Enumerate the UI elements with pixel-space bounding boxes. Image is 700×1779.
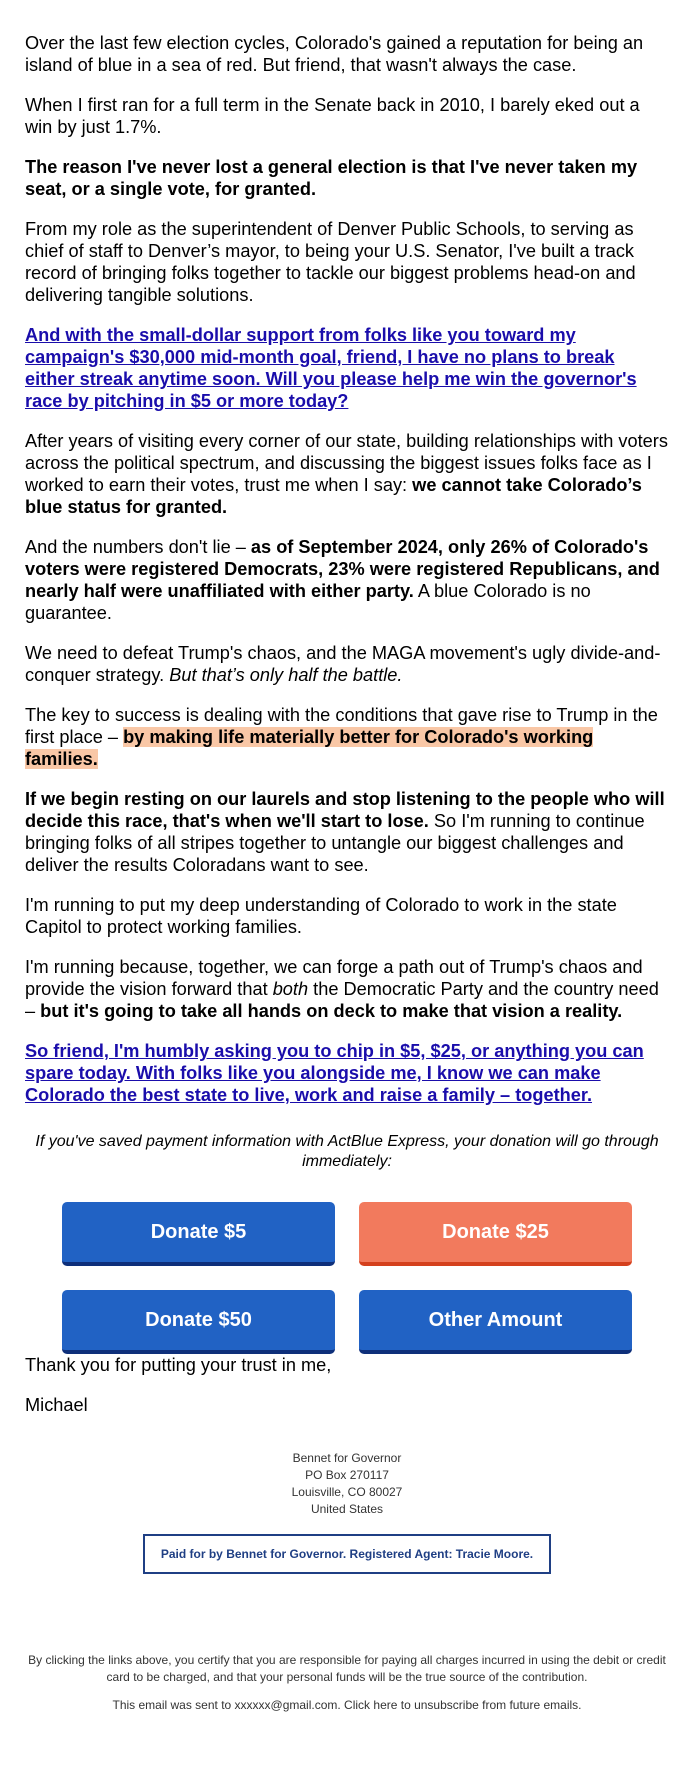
paragraph-track-record: From my role as the superintendent of Denver Public Schools, to serving as chief of staff to Denver’s mayor, to being your U.S. Senator, I've built a track record of bringing folks together to tackle our biggest problems head-on and delivering tangible solutions.: [25, 219, 636, 305]
italic-text: both: [272, 979, 309, 999]
unsubscribe-line[interactable]: This email was sent to xxxxxx@gmail.com. Click here to unsubscribe from future emails.: [112, 1698, 582, 1712]
paid-for-by-box: Paid for by Bennet for Governor. Registered Agent: Tracie Moore.: [143, 1534, 551, 1574]
footer-address: [25, 1450, 669, 1518]
highlighted-text: by making life materially better for Colorado's working families.: [25, 727, 594, 769]
paragraph-forge-path: [25, 956, 669, 1022]
donate-link-goal[interactable]: And with the small-dollar support from folks like you toward my campaign's $30,000 mid-month goal, friend, I have no plans to break either streak anytime soon. Will you please help me win the governor's race by pitching in $5 or more today?: [25, 325, 637, 411]
footer-city: Louisville, CO 80027: [291, 1485, 403, 1499]
donate-50-button[interactable]: Donate $50: [62, 1290, 335, 1354]
bold-text: but it's going to take all hands on deck to make that vision a reality.: [40, 1001, 623, 1021]
actblue-note: If you've saved payment information with ActBlue Express, your donation will go through immediately:: [35, 1133, 659, 1170]
paragraph-never-lost: [25, 156, 669, 200]
bold-text: If we begin resting on our laurels and stop listening to the people who will decide this race, that's when we'll start to lose.: [25, 789, 665, 831]
paragraph-numbers: [25, 536, 669, 624]
signature: Michael: [25, 1395, 88, 1415]
text: We need to defeat Trump's chaos, and the MAGA movement's ugly divide-and-conquer strategy.: [25, 643, 661, 685]
footer-country: United States: [310, 1502, 384, 1516]
bold-text: as of September 2024, only 26% of Colorado's voters were registered Democrats, 23% were registered Republicans, and nearly half were unaffiliated with either party.: [25, 537, 660, 601]
text: So I'm running to continue bringing folks of all stripes together to untangle our biggest challenges and deliver the results Coloradans want to see.: [25, 811, 645, 875]
paragraph-link-chip-in: [25, 1040, 669, 1106]
footer-po-box: PO Box 270117: [305, 1468, 389, 1482]
paragraph-key-success: [25, 704, 669, 770]
paragraph-laurels: [25, 788, 669, 876]
paragraph-capitol: I'm running to put my deep understanding of Colorado to work in the state Capitol to protect working families.: [25, 895, 617, 937]
donate-button-grid: [62, 1202, 669, 1354]
email-body: [25, 0, 669, 1712]
paragraph-defeat-trump: [25, 642, 669, 686]
text: And the numbers don't lie –: [25, 537, 251, 557]
italic-text: But that’s only half the battle.: [169, 665, 403, 685]
other-amount-button[interactable]: Other Amount: [359, 1290, 632, 1354]
donate-25-button[interactable]: Donate $25: [359, 1202, 632, 1266]
text: A blue Colorado is no guarantee.: [25, 581, 591, 623]
bold-text: The reason I've never lost a general election is that I've never taken my seat, or a single vote, for granted.: [25, 157, 638, 199]
text: The key to success is dealing with the conditions that gave rise to Trump in the first place –: [25, 705, 658, 747]
thanks-line: Thank you for putting your trust in me,: [25, 1355, 332, 1375]
legal-disclaimer: By clicking the links above, you certify that you are responsible for paying all charges incurred in using the debit or credit card to be charged, and that your personal funds will be the true source of the contribution.: [28, 1653, 666, 1684]
paragraph-blue-status: [25, 430, 669, 518]
footer-org: Bennet for Governor: [292, 1451, 402, 1465]
paragraph-2010: When I first ran for a full term in the Senate back in 2010, I barely eked out a win by just 1.7%.: [25, 95, 640, 137]
donate-link-chip-in[interactable]: So friend, I'm humbly asking you to chip in $5, $25, or anything you can spare today. With folks like you alongside me, I know we can make Colorado the best state to live, work and raise a family – together.: [25, 1041, 644, 1105]
text: After years of visiting every corner of our state, building relationships with voters across the political spectrum, and discussing the biggest issues folks face as I worked to earn their votes, trust me when I say:: [25, 431, 668, 495]
paragraph-link-goal: [25, 324, 669, 412]
text: the Democratic Party and the country need –: [25, 979, 659, 1021]
text: I'm running because, together, we can forge a path out of Trump's chaos and provide the vision forward that: [25, 957, 643, 999]
bold-text: we cannot take Colorado’s blue status for granted.: [25, 475, 642, 517]
donate-5-button[interactable]: Donate $5: [62, 1202, 335, 1266]
paragraph-intro: Over the last few election cycles, Colorado's gained a reputation for being an island of blue in a sea of red. But friend, that wasn't always the case.: [25, 33, 644, 75]
